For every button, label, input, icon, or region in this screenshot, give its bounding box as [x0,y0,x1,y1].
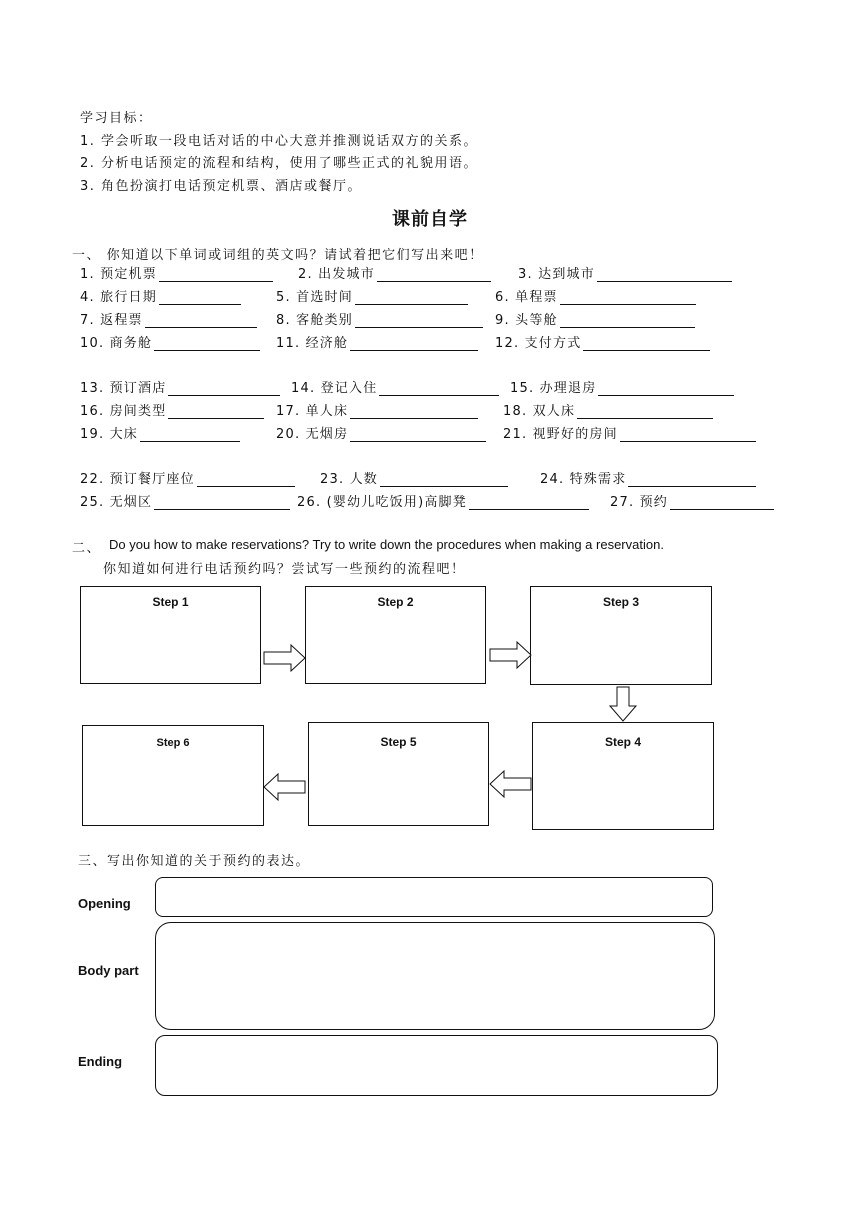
step-box-1[interactable] [80,586,261,684]
goals-heading: 学习目标： [80,111,153,126]
section2-number: 二、 [72,541,102,556]
section2-heading-en: Do you how to make reservations? Try to write down the procedures when making a reservation. [109,537,664,552]
page-title: 课前自学 [392,209,468,230]
answer-blank[interactable] [197,472,295,487]
answer-blank[interactable] [168,404,264,419]
step-box-6[interactable] [82,725,264,826]
opening-box[interactable] [155,877,713,917]
section1-heading: 一、 你知道以下单词或词组的英文吗？请试着把它们写出来吧！ [72,248,484,263]
vocab-item: 27. 预约 [610,490,774,510]
vocab-item: 17. 单人床 [276,399,478,419]
vocab-item: 23. 人数 [320,467,508,487]
vocab-item: 8. 客舱类别 [276,308,483,328]
vocab-item: 5. 首选时间 [276,285,468,305]
vocab-item: 22. 预订餐厅座位 [80,467,295,487]
step-label: Step 2 [377,595,414,609]
vocab-item: 6. 单程票 [495,285,696,305]
vocab-item: 11. 经济舱 [276,331,478,351]
step-box-2[interactable] [305,586,486,684]
answer-blank[interactable] [355,290,468,305]
step-box-5[interactable] [308,722,489,826]
section2-heading-cn: 你知道如何进行电话预约吗？尝试写一些预约的流程吧！ [103,562,466,577]
vocab-item: 7. 返程票 [80,308,257,328]
answer-blank[interactable] [168,381,280,396]
arrow-right-icon [263,644,307,672]
goal-item: 3. 角色扮演打电话预定机票、酒店或餐厅。 [80,178,363,194]
step-label: Step 5 [380,735,417,749]
ending-label: Ending [78,1054,123,1069]
vocab-item: 2. 出发城市 [298,262,491,282]
answer-blank[interactable] [628,472,756,487]
answer-blank[interactable] [583,336,710,351]
vocab-item: 13. 预订酒店 [80,376,280,396]
vocab-item: 15. 办理退房 [510,376,734,396]
body-part-label: Body part [78,963,139,978]
answer-blank[interactable] [154,336,260,351]
ending-box[interactable] [155,1035,718,1096]
arrow-left-icon [488,770,532,798]
vocab-item: 10. 商务舱 [80,331,260,351]
vocab-item: 24. 特殊需求 [540,467,756,487]
step-label: Step 6 [156,737,190,749]
vocab-item: 16. 房间类型 [80,399,264,419]
vocab-item: 21. 视野好的房间 [503,422,756,442]
vocab-item: 12. 支付方式 [495,331,710,351]
vocab-item: 4. 旅行日期 [80,285,241,305]
goal-item: 1. 学会听取一段电话对话的中心大意并推测说话双方的关系。 [80,133,479,149]
step-box-4[interactable] [532,722,714,830]
answer-blank[interactable] [350,404,478,419]
answer-blank[interactable] [350,336,478,351]
vocab-item: 26. (婴幼儿吃饭用)高脚凳 [297,490,589,510]
learning-goals [80,108,478,198]
answer-blank[interactable] [597,267,732,282]
step-label: Step 4 [604,735,641,749]
step-label: Step 3 [602,595,639,609]
step-label: Step 1 [152,595,189,609]
step-box-3[interactable] [530,586,712,685]
answer-blank[interactable] [560,313,695,328]
answer-blank[interactable] [377,267,491,282]
answer-blank[interactable] [350,427,486,442]
vocab-item: 18. 双人床 [503,399,713,419]
answer-blank[interactable] [469,495,589,510]
answer-blank[interactable] [670,495,774,510]
opening-label: Opening [78,896,131,911]
section3-heading: 三、写出你知道的关于预约的表达。 [78,854,311,869]
answer-blank[interactable] [560,290,696,305]
answer-blank[interactable] [159,290,241,305]
vocab-item: 20. 无烟房 [276,422,486,442]
answer-blank[interactable] [598,381,734,396]
answer-blank[interactable] [355,313,483,328]
answer-blank[interactable] [577,404,713,419]
vocab-item: 14. 登记入住 [291,376,499,396]
answer-blank[interactable] [379,381,499,396]
vocab-item: 9. 头等舱 [495,308,695,328]
goal-item: 2. 分析电话预定的流程和结构，使用了哪些正式的礼貌用语。 [80,156,479,171]
answer-blank[interactable] [145,313,257,328]
body-part-box[interactable] [155,922,715,1030]
vocab-item: 1. 预定机票 [80,262,273,282]
answer-blank[interactable] [140,427,240,442]
answer-blank[interactable] [380,472,508,487]
arrow-left-icon [262,773,306,801]
answer-blank[interactable] [154,495,290,510]
vocab-item: 19. 大床 [80,422,240,442]
arrow-right-icon [489,641,533,669]
vocab-item: 25. 无烟区 [80,490,290,510]
vocab-item: 3. 达到城市 [518,262,732,282]
arrow-down-icon [609,686,637,722]
answer-blank[interactable] [159,267,273,282]
answer-blank[interactable] [620,427,756,442]
